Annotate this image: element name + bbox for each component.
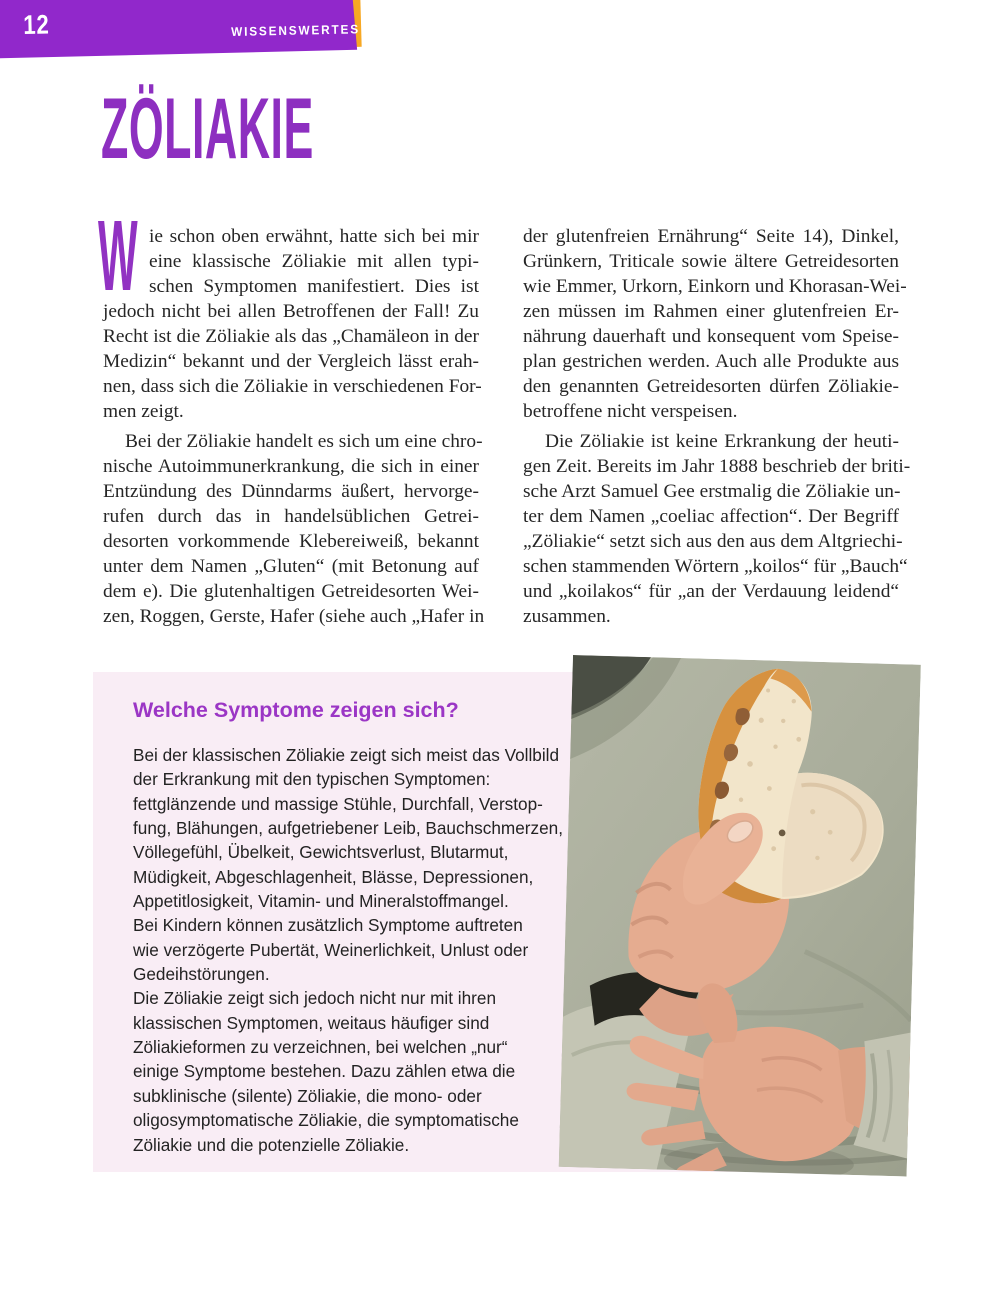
text-line: dem e). Die glutenhaltigen Getreidesorten Wei- <box>103 581 479 602</box>
text-line: schen stammenden Wörtern „koilos“ für „Bauch“ <box>523 556 908 577</box>
text-line: zusammen. <box>523 606 611 627</box>
text-line: plan gestrichen werden. Auch alle Produkte aus <box>523 351 899 372</box>
text-line: Medizin“ bekannt und der Vergleich lässt erah- <box>103 351 479 372</box>
text-line: nährung dauerhaft und konsequent vom Speise- <box>523 326 899 347</box>
text-line: subklinische (silente) Zöliakie, die mono- oder <box>133 1085 482 1106</box>
text-line: Entzündung des Dünndarms äußert, hervorge- <box>103 481 479 502</box>
text-column-left <box>103 224 485 629</box>
text-line: Bei Kindern können zusätzlich Symptome auftreten <box>133 915 523 936</box>
drop-cap: W <box>98 200 138 312</box>
bread-photo-graphic <box>559 655 921 1177</box>
text-line: Grünkern, Triticale sowie ältere Getreidesorten <box>523 251 899 272</box>
section-label: WISSENSWERTES <box>231 22 361 39</box>
paragraph <box>103 224 482 424</box>
text-line: Gedeihstörungen. <box>133 964 270 985</box>
paragraph <box>523 224 907 424</box>
text-line: fung, Blähungen, aufgetriebener Leib, Bauchschmerzen, <box>133 818 563 839</box>
text-line: oligosymptomatische Zöliakie, die symptomatische <box>133 1110 519 1131</box>
text-line: men zeigt. <box>103 401 184 422</box>
box-heading: Welche Symptome zeigen sich? <box>133 698 459 722</box>
text-column-right <box>523 224 911 629</box>
text-line: wie verzögerte Pubertät, Weinerlichkeit, Unlust oder <box>133 939 529 960</box>
text-line: sche Arzt Samuel Gee erstmalig die Zöliakie un- <box>523 481 901 502</box>
page-title: ZÖLIAKIE <box>101 81 314 177</box>
text-line: Die Zöliakie ist keine Erkrankung der heuti- <box>545 431 899 452</box>
text-line: Recht ist die Zöliakie als das „Chamäleon in der <box>103 326 479 347</box>
text-line: unter dem Namen „Gluten“ (mit Betonung auf <box>103 556 479 577</box>
text-line: schen Symptomen manifestiert. Dies ist <box>149 276 479 297</box>
text-line: Zöliakie und die potenzielle Zöliakie. <box>133 1134 410 1155</box>
text-line: ie schon oben erwähnt, hatte sich bei mir <box>149 226 479 247</box>
text-line: Die Zöliakie zeigt sich jedoch nicht nur mit ihren <box>133 988 497 1009</box>
text-line: jedoch nicht bei allen Betroffenen der Fall! Zu <box>103 301 479 322</box>
text-line: eine klassische Zöliakie mit allen typi- <box>149 251 479 272</box>
text-line: nen, dass sich die Zöliakie in verschiedenen For- <box>103 376 482 397</box>
text-line: „Zöliakie“ setzt sich aus den aus dem Altgriechi- <box>523 531 903 552</box>
bread-photo <box>559 655 921 1177</box>
text-line: klassischen Symptomen, weitaus häufiger sind <box>133 1012 490 1033</box>
text-line: gen Zeit. Bereits im Jahr 1888 beschrieb der briti- <box>523 456 911 477</box>
text-line: Zöliakieformen zu verzeichnen, bei welchen „nur“ <box>133 1037 508 1058</box>
text-line: wie Emmer, Urkorn, Einkorn und Khorasan-Wei- <box>523 276 907 297</box>
paragraph <box>103 429 485 629</box>
paragraph <box>523 429 911 629</box>
text-line: und „koilakos“ für „an der Verdauung leidend“ <box>523 581 899 602</box>
page-number: 12 <box>23 9 50 40</box>
text-line: nische Autoimmunerkrankung, die sich in einer <box>103 456 479 477</box>
box-body-text <box>133 743 603 1157</box>
text-line: der glutenfreien Ernährung“ Seite 14), Dinkel, <box>523 226 899 247</box>
text-line: desorten vorkommende Klebereiweiß, bekannt <box>103 531 479 552</box>
text-line: Bei der Zöliakie handelt es sich um eine chro- <box>125 431 483 452</box>
text-line: der Erkrankung mit den typischen Symptomen: <box>133 769 491 790</box>
text-line: Müdigkeit, Abgeschlagenheit, Blässe, Depressionen, <box>133 866 534 887</box>
text-line: Appetitlosigkeit, Vitamin- und Mineralstoffmangel. <box>133 891 509 912</box>
text-line: zen müssen im Rahmen einer glutenfreien Er- <box>523 301 899 322</box>
text-line: rufen durch das in handelsüblichen Getrei- <box>103 506 479 527</box>
text-line: Bei der klassischen Zöliakie zeigt sich meist das Vollbild <box>133 745 560 765</box>
text-line: den genannten Getreidesorten dürfen Zöliakie- <box>523 376 899 397</box>
text-line: betroffene nicht verspeisen. <box>523 401 738 422</box>
text-line: fettglänzende und massige Stühle, Durchfall, Verstop- <box>133 793 543 814</box>
text-line: einige Symptome bestehen. Dazu zählen etwa die <box>133 1061 516 1082</box>
text-line: zen, Roggen, Gerste, Hafer (siehe auch „Hafer in <box>103 606 485 627</box>
text-line: Völlegefühl, Übelkeit, Gewichtsverlust, Blutarmut, <box>133 842 509 863</box>
text-line: ter dem Namen „coeliac affection“. Der Begriff <box>523 506 899 527</box>
